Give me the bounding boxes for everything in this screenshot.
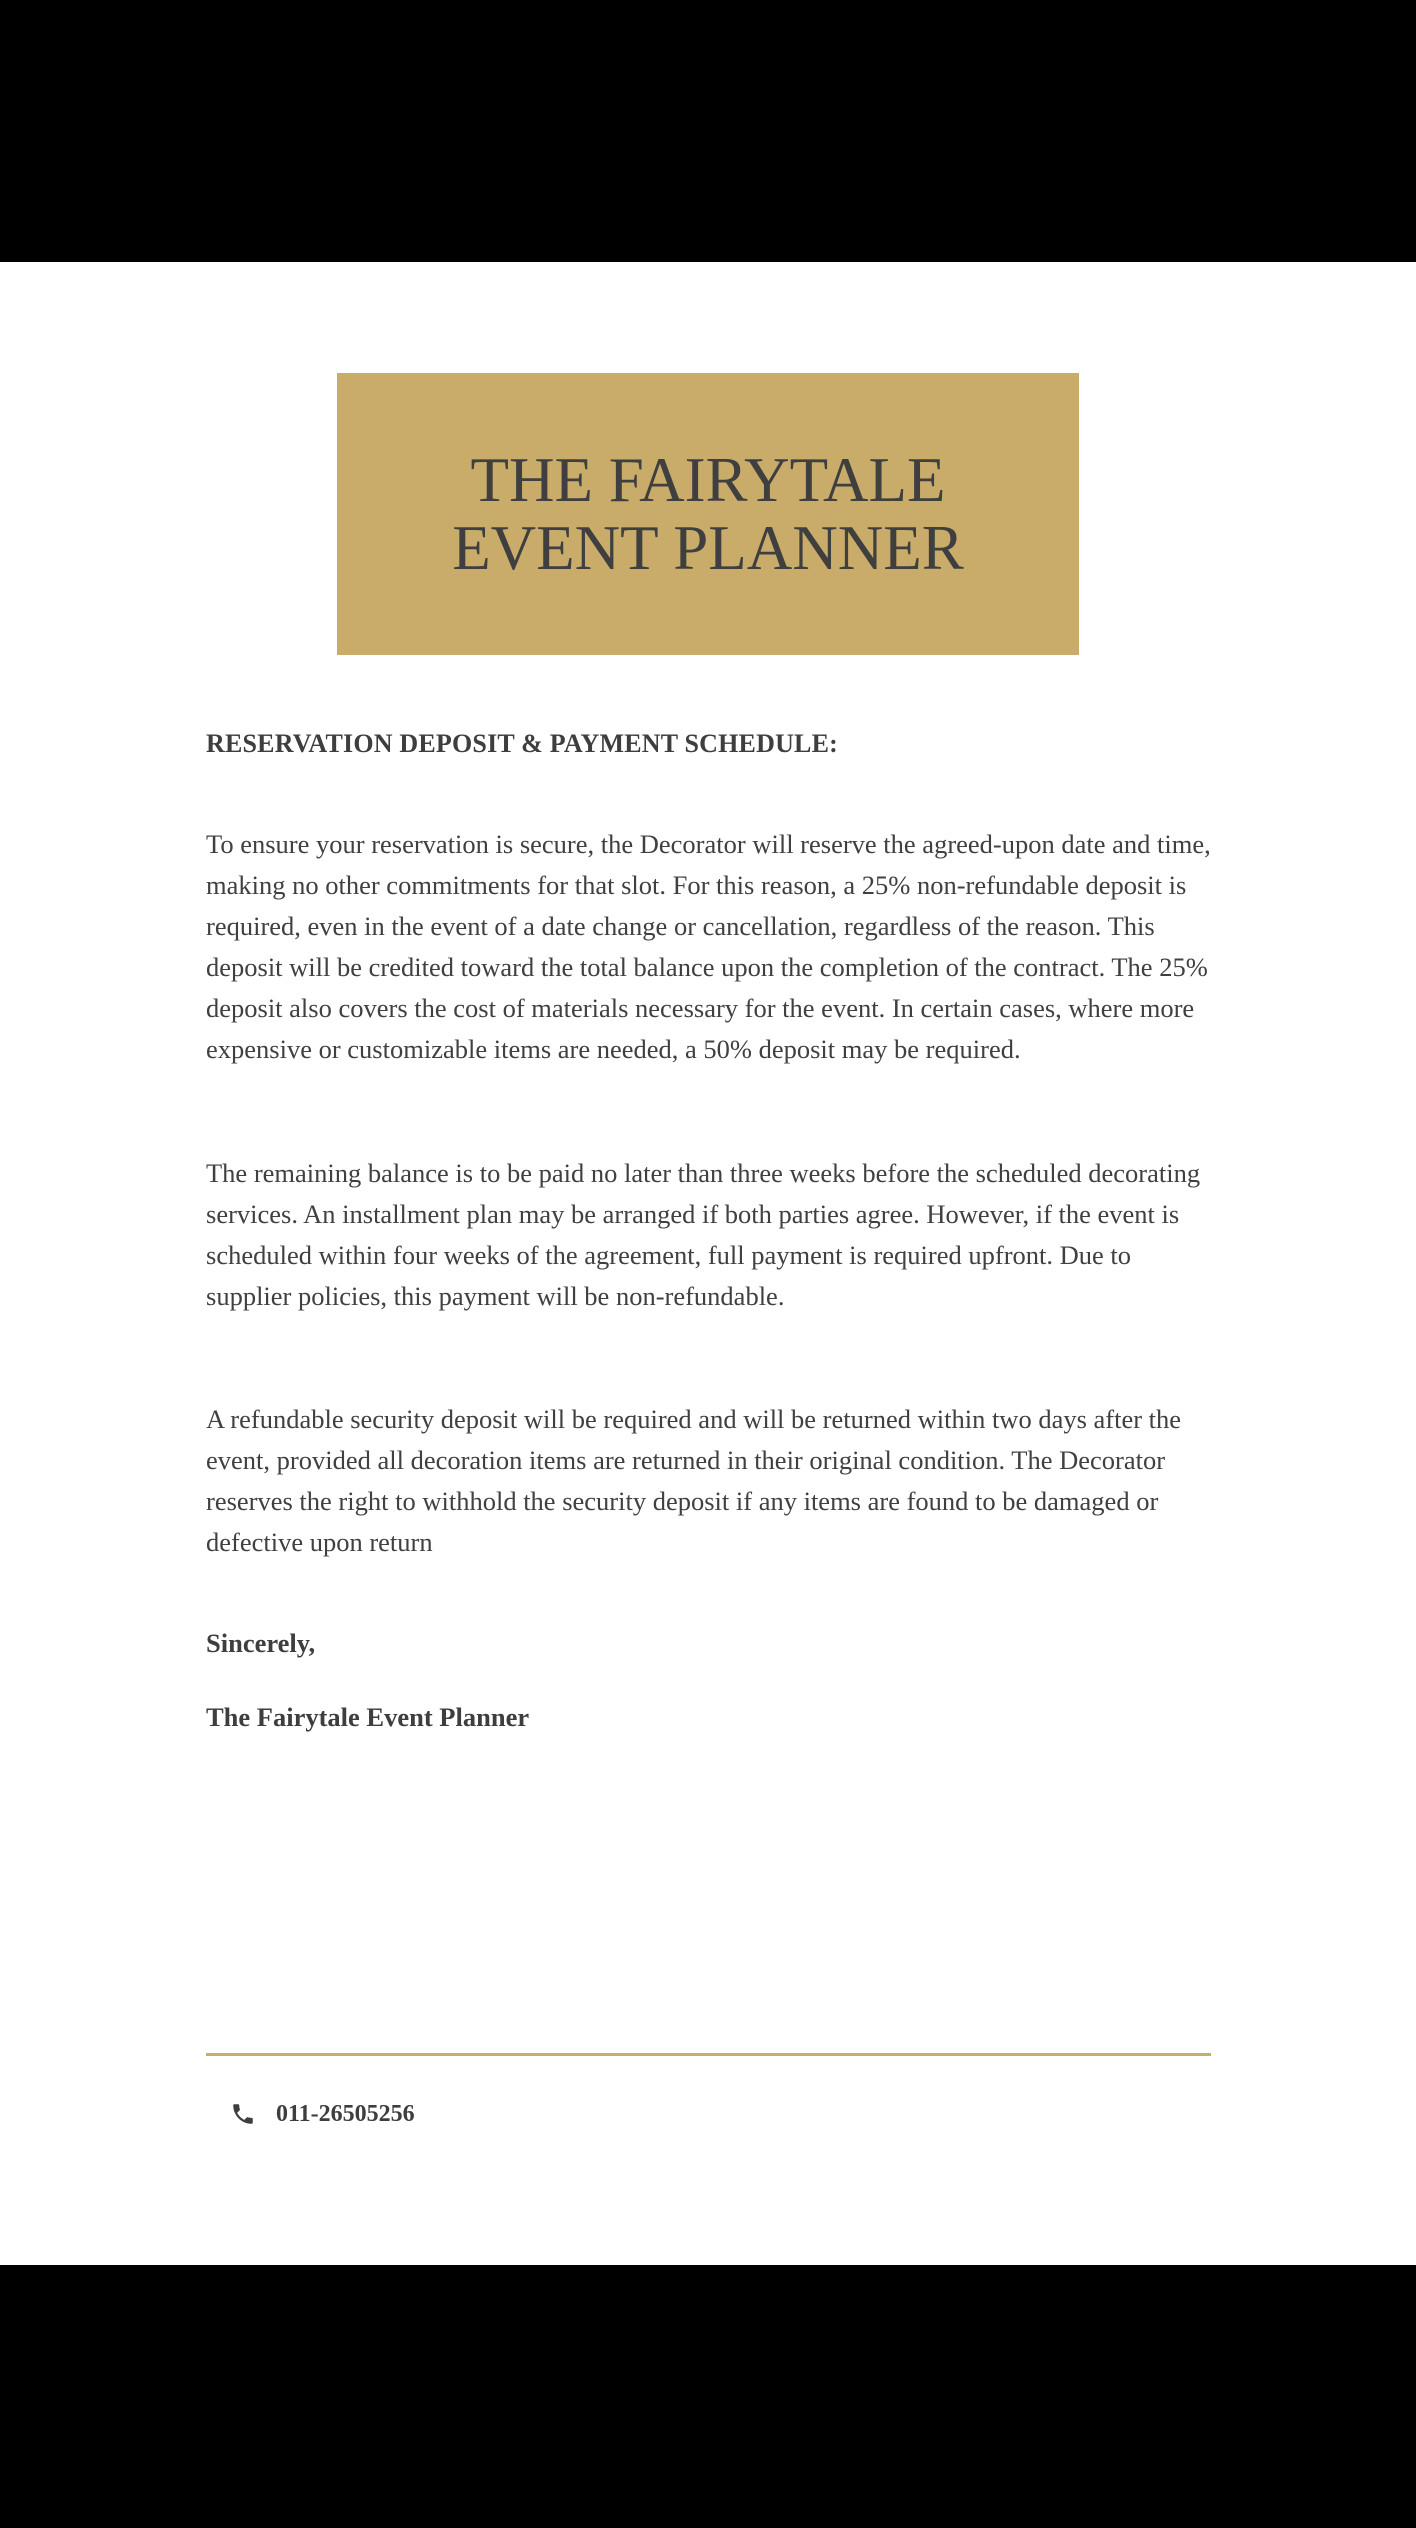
closing-salutation: Sincerely,: [206, 1628, 316, 1658]
phone-icon: [230, 2101, 256, 2127]
closing-signature: The Fairytale Event Planner: [206, 1702, 530, 1732]
paragraph-remaining-balance: The remaining balance is to be paid no later than three weeks before the scheduled decorating services. An installment plan may be arranged if both parties agree. However, if the event is scheduled within four weeks of the agreement, full payment is required upfront. Due to supplier policies, this payment will be non-refundable.: [206, 1158, 1201, 1311]
paragraph-security-deposit: A refundable security deposit will be required and will be returned within two days after the event, provided all decoration items are returned in their original condition. The Decorator reserves the right to withhold the security deposit if any items are found to be damaged or defective upon return: [206, 1404, 1182, 1557]
company-title-line-2: EVENT PLANNER: [452, 513, 964, 583]
bottom-black-bar: [0, 2265, 1416, 2528]
header-banner: [337, 373, 1079, 655]
company-title-line-1: THE FAIRYTALE: [470, 445, 946, 515]
paragraph-deposit: To ensure your reservation is secure, the Decorator will reserve the agreed-upon date and time, making no other commitments for that slot. For this reason, a 25% non-refundable deposit is required, even in the event of a date change or cancellation, regardless of the reason. This deposit will be credited toward the total balance upon the completion of the contract. The 25% deposit also covers the cost of materials necessary for the event. In certain cases, where more expensive or customizable items are needed, a 50% deposit may be required.: [206, 829, 1211, 1064]
footer-divider: [206, 2053, 1211, 2056]
document-page: [0, 262, 1416, 2265]
phone-number: 011-26505256: [276, 2100, 415, 2127]
top-black-bar: [0, 0, 1416, 262]
company-title: [337, 446, 1079, 582]
section-heading: RESERVATION DEPOSIT & PAYMENT SCHEDULE:: [206, 729, 838, 758]
footer-contact: [230, 2094, 415, 2134]
